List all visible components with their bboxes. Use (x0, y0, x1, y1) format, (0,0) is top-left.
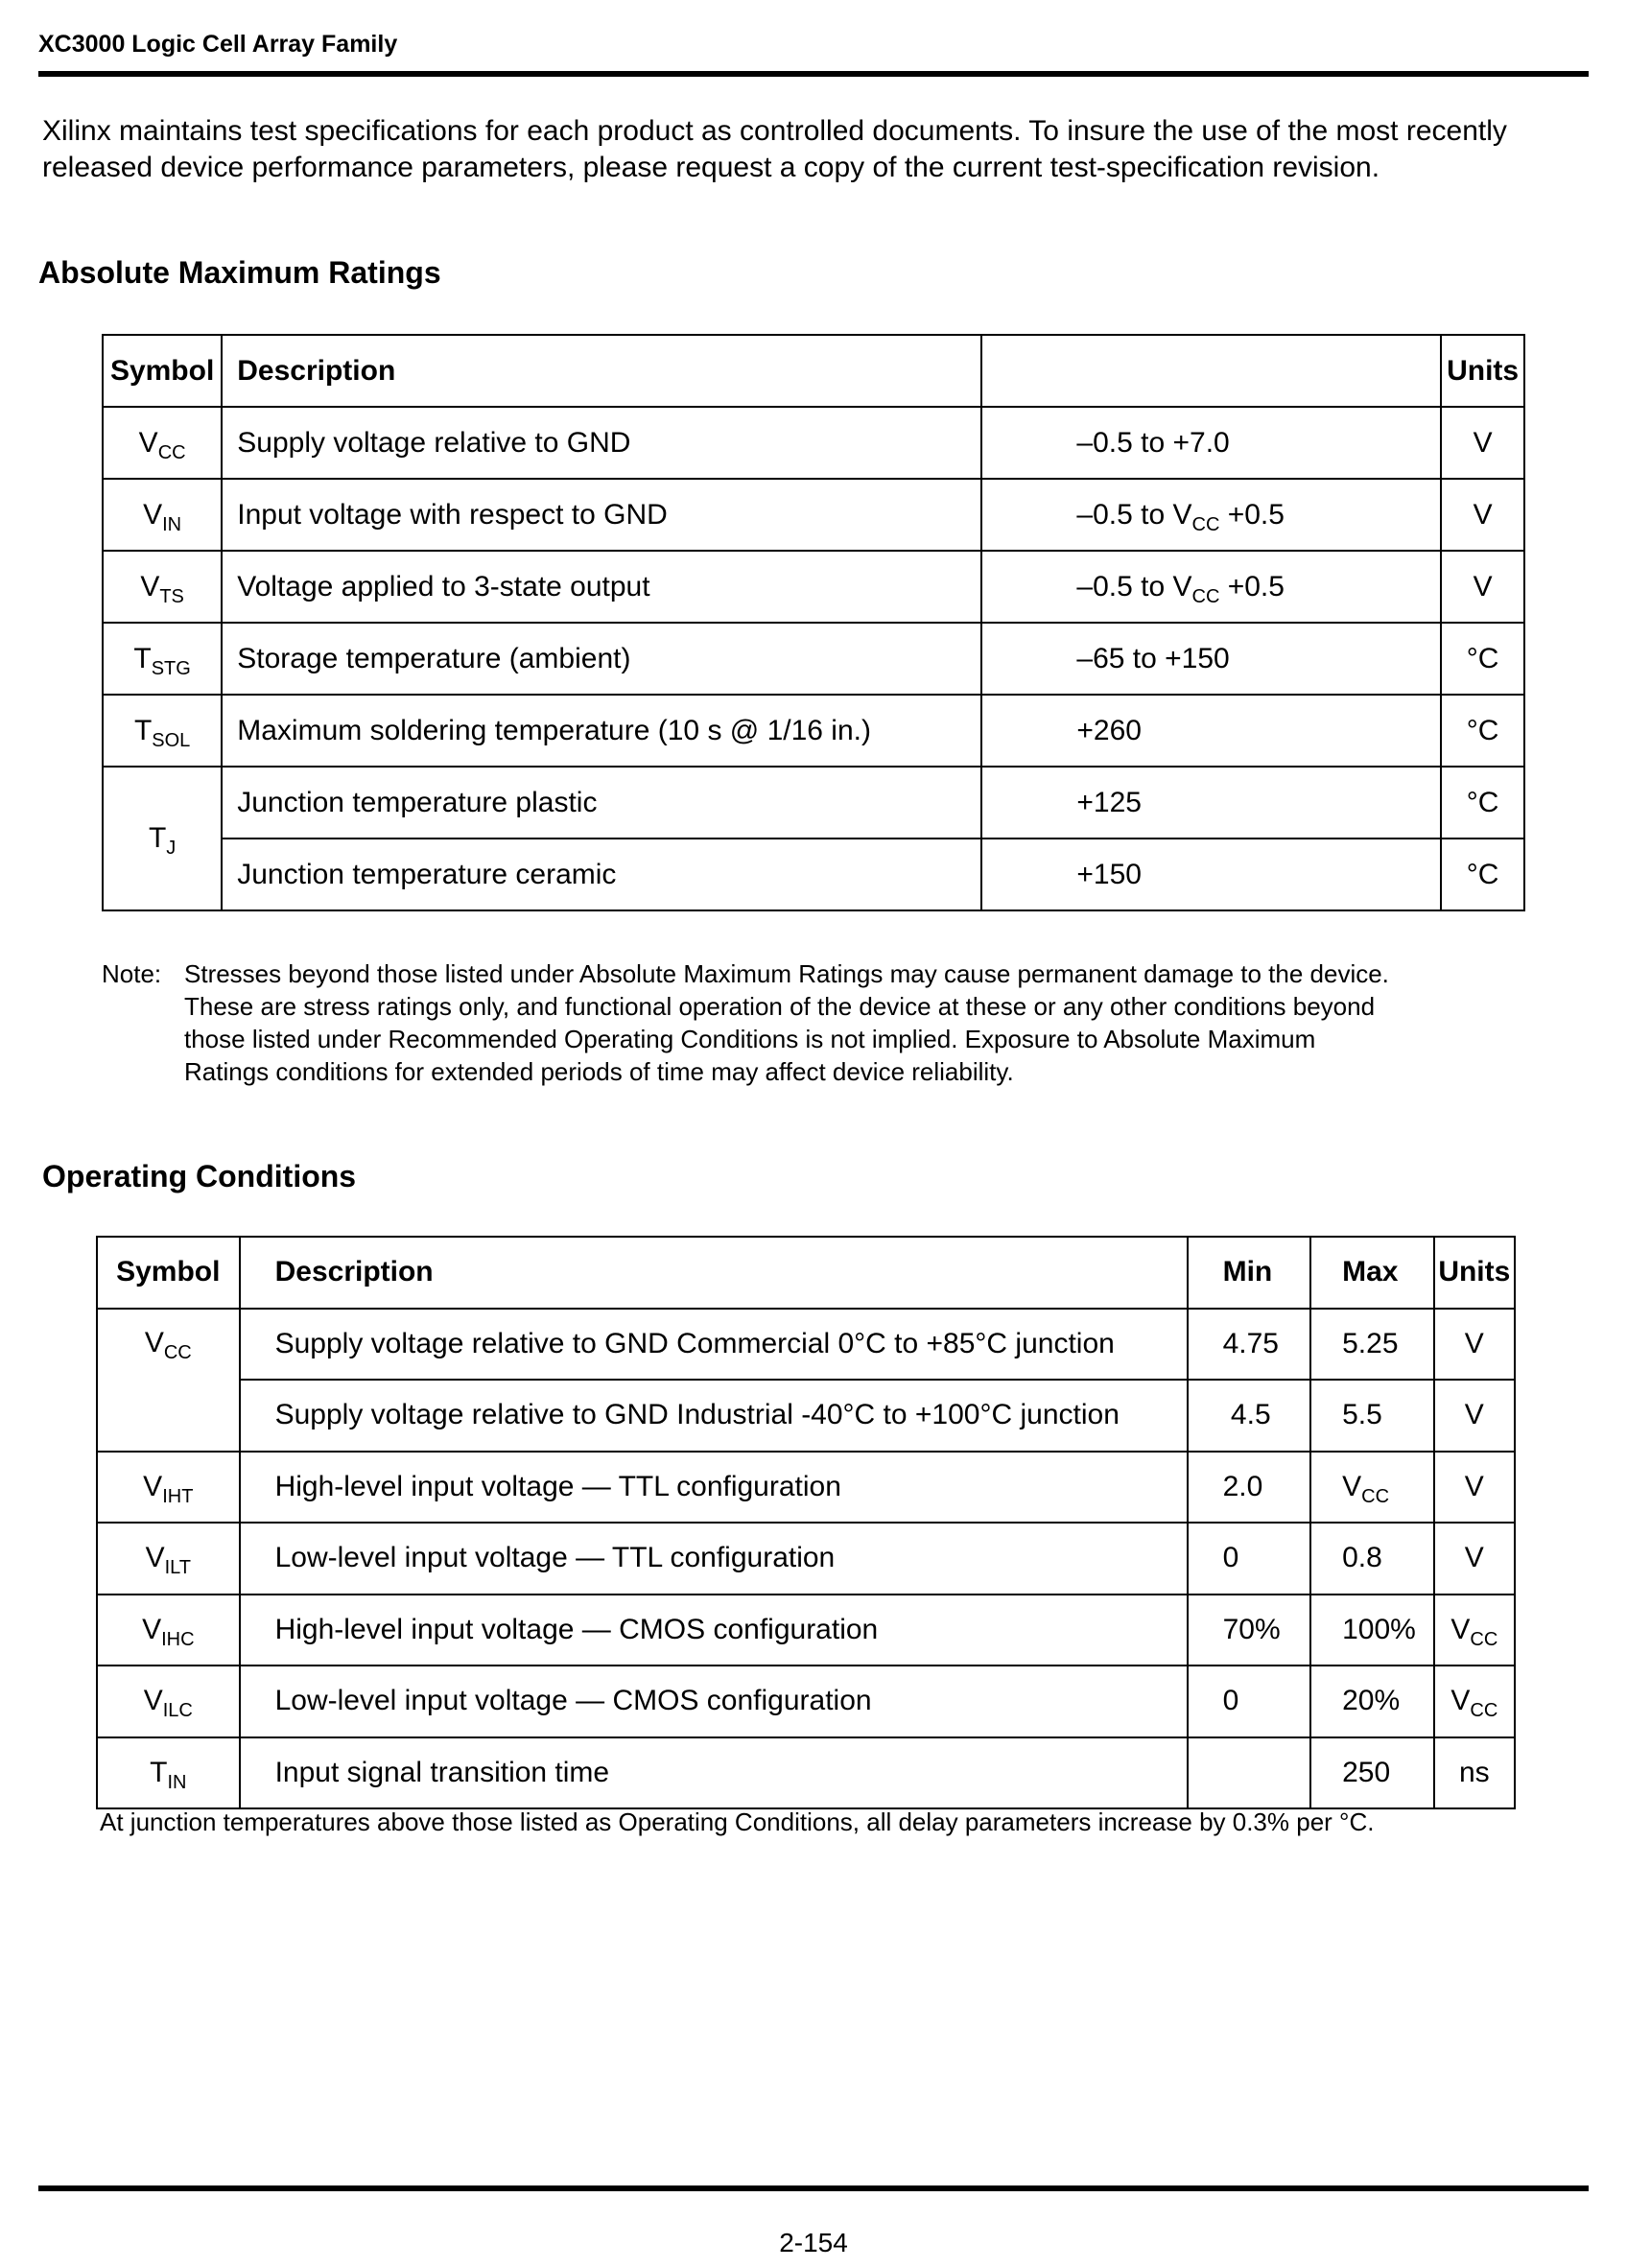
table-row (97, 1523, 1515, 1595)
min-cell: 2.0 (1188, 1452, 1311, 1524)
note-line: Stresses beyond those listed under Absolute Maximum Ratings may cause permanent damage to the device. (184, 959, 1389, 988)
symbol-cell: $T_J$ (103, 767, 222, 910)
units-cell: V (1434, 1309, 1515, 1381)
table-row (103, 839, 1524, 910)
value-cell: +260 (981, 695, 1441, 767)
symbol-cell: $V_{CC}$ (97, 1309, 240, 1452)
value-cell: +150 (981, 839, 1441, 910)
description-cell: High-level input voltage — CMOS configuration (240, 1595, 1188, 1666)
table-row (103, 695, 1524, 767)
table-row (97, 1380, 1515, 1452)
col-header-symbol: Symbol (97, 1237, 240, 1309)
min-cell: 4.75 (1188, 1309, 1311, 1381)
symbol-cell: $V_{ILT}$ (97, 1523, 240, 1595)
symbol-cell: $V_{ILC}$ (97, 1666, 240, 1737)
footer-rule (38, 2185, 1589, 2191)
description-cell: Maximum soldering temperature (10 s @ 1/16 in.) (222, 695, 981, 767)
col-header-max: Max (1310, 1237, 1434, 1309)
units-cell: V (1441, 479, 1524, 551)
symbol-cell: $T_{SOL}$ (103, 695, 222, 767)
running-header: XC3000 Logic Cell Array Family (38, 31, 398, 58)
description-cell: Supply voltage relative to GND (222, 407, 981, 479)
col-header-min: Min (1188, 1237, 1311, 1309)
intro-paragraph: Xilinx maintains test specifications for each product as controlled documents. To insure the use of the most recently released device performance parameters, please request a copy of the current test-specification revision. (42, 115, 1507, 183)
value-cell: –65 to +150 (981, 623, 1441, 695)
units-cell: V (1441, 407, 1524, 479)
max-cell: 5.5 (1310, 1380, 1434, 1452)
note-line: These are stress ratings only, and functional operation of the device at these or any other conditions beyond (184, 992, 1376, 1021)
units-cell: °C (1441, 839, 1524, 910)
symbol-cell: $V_{IHC}$ (97, 1595, 240, 1666)
symbol-cell: $V_{IN}$ (103, 479, 222, 551)
units-cell: °C (1441, 695, 1524, 767)
units-cell: V (1434, 1523, 1515, 1595)
units-cell: V (1434, 1452, 1515, 1524)
table-row (97, 1737, 1515, 1809)
col-header-symbol: Symbol (103, 335, 222, 407)
description-cell: Junction temperature ceramic (222, 839, 981, 910)
table-row (103, 551, 1524, 623)
table-row (103, 479, 1524, 551)
max-cell: 5.25 (1310, 1309, 1434, 1381)
op-cond-title: Operating Conditions (42, 1159, 357, 1193)
col-header-description: Description (240, 1237, 1188, 1309)
table-header-row (97, 1237, 1515, 1309)
description-cell: Junction temperature plastic (222, 767, 981, 839)
max-cell: 100% (1310, 1595, 1434, 1666)
symbol-cell: $V_{TS}$ (103, 551, 222, 623)
max-cell: 20% (1310, 1666, 1434, 1737)
table-row (97, 1595, 1515, 1666)
note-label: Note: (102, 959, 162, 988)
max-cell: 250 (1310, 1737, 1434, 1809)
min-cell: 70% (1188, 1595, 1311, 1666)
units-cell: V (1434, 1380, 1515, 1452)
units-cell: °C (1441, 623, 1524, 695)
symbol-cell: $V_{CC}$ (103, 407, 222, 479)
description-cell: Supply voltage relative to GND Industrial -40°C to +100°C junction (240, 1380, 1188, 1452)
table-row (97, 1452, 1515, 1524)
col-header-units: Units (1441, 335, 1524, 407)
units-cell: ns (1434, 1737, 1515, 1809)
description-cell: Storage temperature (ambient) (222, 623, 981, 695)
col-header-units: Units (1434, 1237, 1515, 1309)
units-cell: V (1441, 551, 1524, 623)
value-cell: +125 (981, 767, 1441, 839)
units-cell: $V_{CC}$ (1434, 1666, 1515, 1737)
col-header-description: Description (222, 335, 981, 407)
description-cell: Low-level input voltage — TTL configuration (240, 1523, 1188, 1595)
table-row (103, 767, 1524, 839)
min-cell: 4.5 (1188, 1380, 1311, 1452)
symbol-cell: $T_{STG}$ (103, 623, 222, 695)
table-row (103, 623, 1524, 695)
description-cell: Input signal transition time (240, 1737, 1188, 1809)
table-header-row (103, 335, 1524, 407)
units-cell: °C (1441, 767, 1524, 839)
abs-max-title: Absolute Maximum Ratings (38, 255, 441, 290)
header-rule (38, 71, 1589, 77)
table-row (97, 1309, 1515, 1381)
symbol-cell: $V_{IHT}$ (97, 1452, 240, 1524)
value-cell: –0.5 to $V_{CC} +0.5$ (981, 551, 1441, 623)
units-cell: $V_{CC}$ (1434, 1595, 1515, 1666)
description-cell: Input voltage with respect to GND (222, 479, 981, 551)
op-cond-table (96, 1236, 1516, 1809)
min-cell: 0 (1188, 1523, 1311, 1595)
abs-max-table (102, 334, 1525, 911)
note-body (184, 957, 1585, 1088)
min-cell: 0 (1188, 1666, 1311, 1737)
max-cell: $V_{CC}$ (1310, 1452, 1434, 1524)
note-line: those listed under Recommended Operating Conditions is not implied. Exposure to Absolute Maximum (184, 1025, 1316, 1053)
table-row (103, 407, 1524, 479)
op-cond-footnote: At junction temperatures above those listed as Operating Conditions, all delay parameters increase by 0.3% per °C. (100, 1807, 1375, 1836)
note-line: Ratings conditions for extended periods of time may affect device reliability. (184, 1057, 1014, 1086)
symbol-cell: $T_{IN}$ (97, 1737, 240, 1809)
max-cell: 0.8 (1310, 1523, 1434, 1595)
value-cell: –0.5 to +7.0 (981, 407, 1441, 479)
description-cell: Low-level input voltage — CMOS configuration (240, 1666, 1188, 1737)
description-cell: High-level input voltage — TTL configuration (240, 1452, 1188, 1524)
value-cell: –0.5 to $V_{CC} +0.5$ (981, 479, 1441, 551)
table-row (97, 1666, 1515, 1737)
col-header-value (981, 335, 1441, 407)
description-cell: Voltage applied to 3-state output (222, 551, 981, 623)
page-number: 2-154 (779, 2228, 848, 2257)
min-cell (1188, 1737, 1311, 1809)
description-cell: Supply voltage relative to GND Commercial 0°C to +85°C junction (240, 1309, 1188, 1381)
